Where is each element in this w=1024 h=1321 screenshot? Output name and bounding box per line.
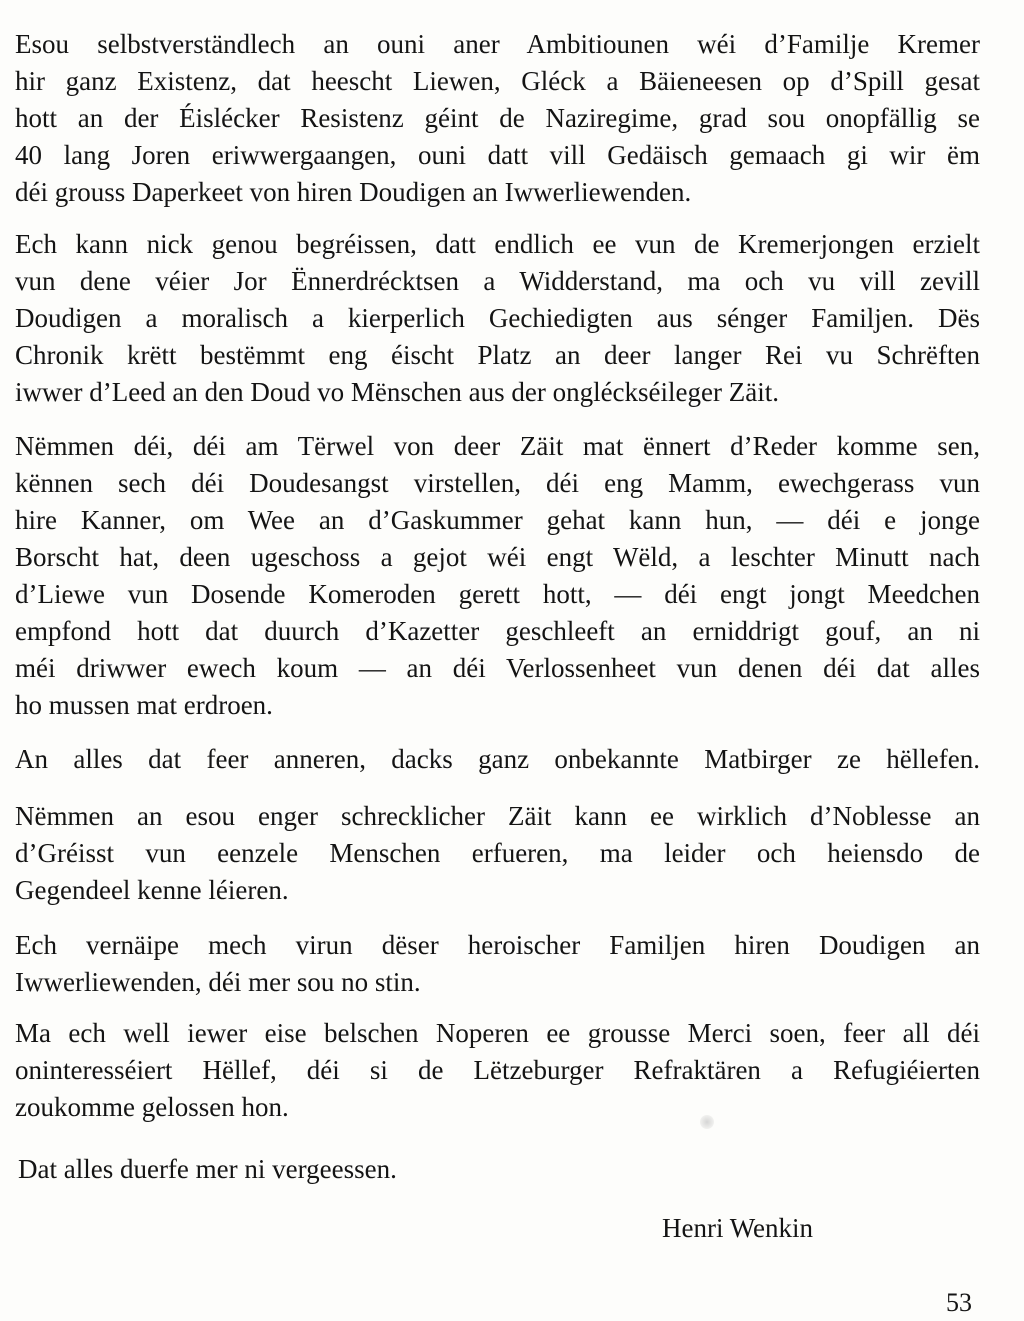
text-line: Ma ech well iewer eise belschen Noperen ee grousse Merci soen, feer all déi xyxy=(15,1018,980,1048)
text-line: hir ganz Existenz, dat heescht Liewen, Gléck a Bäieneesen op d’Spill gesat xyxy=(15,66,980,96)
paragraph-5 xyxy=(15,798,980,909)
text-line: vun dene véier Jor Ënnerdrécktsen a Widderstand, ma och vu vill zevill xyxy=(15,266,980,296)
text-line: Doudigen a moralisch a kierperlich Gechiedigten aus sénger Familjen. Dës xyxy=(15,303,980,333)
text-line: hott an der Éislécker Resistenz géint de Naziregime, grad sou onopfällig se xyxy=(15,103,980,133)
text-line: empfond hott dat duurch d’Kazetter geschleeft an erniddrigt gouf, an ni xyxy=(15,616,980,646)
text-line: zoukomme gelossen hon. xyxy=(15,1092,289,1122)
text-line: d’Liewe vun Dosende Komeroden gerett hott, — déi engt jongt Meedchen xyxy=(15,579,980,609)
text-line: hire Kanner, om Wee an d’Gaskummer gehat kann hun, — déi e jonge xyxy=(15,505,980,535)
text-line: d’Gréisst vun eenzele Menschen erfueren, ma leider och heiensdo de xyxy=(15,838,980,868)
paragraph-8 xyxy=(18,1151,983,1188)
text-line: Dat alles duerfe mer ni vergeessen. xyxy=(18,1154,397,1184)
text-line: iwwer d’Leed an den Doud vo Mënschen aus der ongléckséileger Zäit. xyxy=(15,377,779,407)
text-line: méi driwwer ewech koum — an déi Verlossenheet vun denen déi dat alles xyxy=(15,653,980,683)
author-signature: Henri Wenkin xyxy=(662,1213,814,1243)
text-line: 40 lang Joren eriwwergaangen, ouni datt vill Gedäisch gemaach gi wir ëm xyxy=(15,140,980,170)
text-line: Nëmmen déi, déi am Tërwel von deer Zäit mat ënnert d’Reder komme sen, xyxy=(15,431,980,461)
text-line: Ech kann nick genou begréissen, datt endlich ee vun de Kremerjongen erzielt xyxy=(15,229,980,259)
text-line: kënnen sech déi Doudesangst virstellen, déi eng Mamm, ewechgerass vun xyxy=(15,468,980,498)
paragraph-1 xyxy=(15,26,980,211)
scan-smudge xyxy=(700,1115,714,1129)
text-line: Iwwerliewenden, déi mer sou no stin. xyxy=(15,967,421,997)
text-line: Nëmmen an esou enger schrecklicher Zäit kann ee wirklich d’Noblesse an xyxy=(15,801,980,831)
text-line: An alles dat feer anneren, dacks ganz onbekannte Matbirger ze hëllefen. xyxy=(15,744,980,774)
text-line: déi grouss Daperkeet von hiren Doudigen an Iwwerliewenden. xyxy=(15,177,692,207)
text-line: Ech vernäipe mech virun dëser heroischer Familjen hiren Doudigen an xyxy=(15,930,980,960)
paragraph-4 xyxy=(15,741,980,778)
text-line: Gegendeel kenne léieren. xyxy=(15,875,289,905)
page-number: 53 xyxy=(946,1288,972,1317)
paragraph-7 xyxy=(15,1015,980,1126)
text-line: oninteresséiert Hëllef, déi si de Lëtzeburger Refraktären a Refugiéierten xyxy=(15,1055,980,1085)
paragraph-6 xyxy=(15,927,980,1001)
text-line: Borscht hat, deen ugeschoss a gejot wéi engt Wëld, a leschter Minutt nach xyxy=(15,542,980,572)
text-line: ho mussen mat erdroen. xyxy=(15,690,273,720)
paragraph-2 xyxy=(15,226,980,411)
text-line: Esou selbstverständlech an ouni aner Ambitiounen wéi d’Familje Kremer xyxy=(15,29,980,59)
text-line: Chronik krëtt bestëmmt eng éischt Platz an deer langer Rei vu Schrëften xyxy=(15,340,980,370)
paragraph-3 xyxy=(15,428,980,724)
